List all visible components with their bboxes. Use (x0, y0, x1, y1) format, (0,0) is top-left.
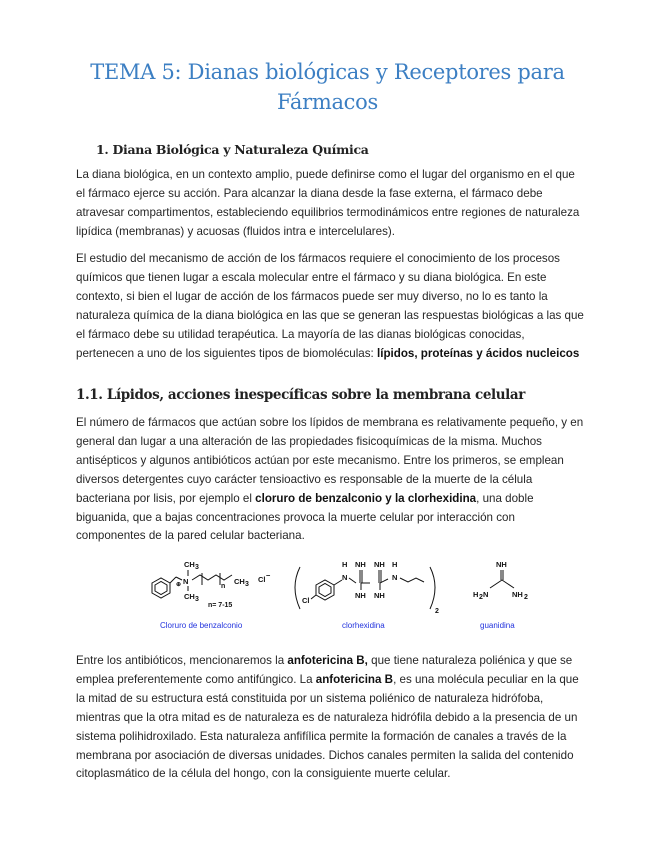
caption-chlorhexidine: clorhexidina (342, 621, 385, 630)
bond (502, 580, 514, 588)
paragraph-text: que tiene naturaleza poliénica y que se emplea preferentemente como antifúngico. La (76, 654, 573, 686)
methyl-top: CH (184, 560, 195, 569)
methyl-bottom: CH (184, 592, 195, 601)
guanidine-nh2-subscript: 2 (524, 594, 528, 601)
page-title: TEMA 5: Dianas biológicas y Receptores para Fármacos (90, 60, 565, 114)
benzene-inner-ring (155, 582, 167, 595)
paragraph-text: Entre los antibióticos, mencionaremos la (76, 654, 288, 667)
methyl-bottom-subscript: 3 (195, 596, 199, 603)
bond (349, 578, 356, 583)
paragraph-text-tail: , una doble biguanida, que a bajas concentraciones provoca la muerte celular por interacción con componentes de la pared celular bacteriana. (76, 491, 534, 543)
nitrogen: N (342, 573, 348, 582)
guanidine-nh2: NH (512, 590, 523, 599)
methyl-end-subscript: 3 (245, 581, 249, 588)
hexyl-linker (400, 578, 424, 582)
chlorine-atom: Cl (302, 596, 310, 605)
chlorophenyl-inner-ring (319, 584, 331, 597)
amphotericin-bold-1: anfotericina B, (287, 654, 368, 667)
close-parenthesis (430, 567, 435, 609)
section-1-1-heading: 1.1. Lípidos, acciones inespecíficas sobre la membrana celular (76, 387, 525, 403)
guanidine-imine: NH (496, 560, 507, 569)
chlorhexidine-structure (295, 560, 439, 630)
paragraph-text: El estudio del mecanismo de acción de los fármacos requiere el conocimiento de los procesos químicos que tienen lugar a escala molecular entre el fármaco y su diana biológica. En este contexto, si bien el lugar de acción de los fármacos puede ser muy diverso, no lo es tanto la naturaleza química de la diana biológica en las que se generan las respuestas biológicas a las que el fármaco debe su utilidad terapéutica. La mayoría de las dianas biológicas conocidas, pertenecen a uno de los siguientes tipos de biomoléculas: (76, 252, 584, 360)
alkyl-chain (192, 575, 232, 580)
chain-length-range: n= 7-15 (208, 602, 233, 609)
chemical-structures-svg (130, 553, 540, 635)
bond (490, 580, 502, 588)
caption-guanidine: guanidina (480, 621, 515, 630)
open-parenthesis (295, 567, 300, 609)
bond (176, 577, 182, 580)
amine-nh-2: NH (374, 591, 385, 600)
chemical-structures-figure (130, 553, 540, 635)
guanidine-h2n-n: N (483, 590, 489, 599)
paragraph-text: , es una molécula peculiar en la que la mitad de su estructura está constituida por un sistema poliénico de naturaleza hidrófoba, mientras que la otra mitad es de naturaleza es de naturaleza hidrófila debido a la presencia de un sistema polihidroxilado. Esta naturaleza anfifílica permite la formación de canales a través de la membrana por asociación de diversas unidades. Dichos canales permiten la salida del contenido citoplasmático de la célula del hongo, con la consiguiente muerte celular. (76, 672, 579, 781)
guanidine-h2n-subscript: 2 (479, 594, 483, 601)
bond (311, 595, 316, 599)
paragraph-text: El número de fármacos que actúan sobre los lípidos de membrana es relativamente pequeño, y en general dan lugar a una alteración de las propiedades fisicoquímicas de la misma. Muchos antisépticos y algunos antibióticos actúan por este mecanismo. Entre los primeros, se emplean diversos detergentes cuyo carácter tensioactivo es responsable de la muerte de la célula bacteriana por lisis, por ejemplo el (76, 416, 584, 505)
methyl-end: CH (234, 577, 245, 586)
amine-nh-1: NH (355, 591, 366, 600)
methyl-top-subscript: 3 (195, 564, 199, 571)
hydrogen: H (342, 560, 348, 569)
caption-benzalkonium: Cloruro de benzalconio (160, 621, 243, 630)
repeat-index: n (221, 583, 226, 590)
dimer-subscript: 2 (435, 608, 439, 615)
section-1-1-paragraph-1 (76, 414, 584, 546)
nitrogen-2: N (392, 573, 398, 582)
amphotericin-bold-2: anfotericina B (315, 672, 394, 686)
imine-nh-1: NH (355, 560, 366, 569)
guanidine-structure (473, 560, 528, 630)
section-1-paragraph-2 (76, 250, 584, 363)
n-plus-atom: N (183, 577, 189, 586)
charge-symbol: ⊕ (176, 582, 182, 588)
drug-names-bold: cloruro de benzalconio y la clorhexidina (255, 491, 477, 505)
chloride-charge: − (266, 571, 271, 580)
benzalkonium-structure (152, 560, 271, 630)
guanidine-h2n: H (473, 590, 479, 599)
imine-nh-2: NH (374, 560, 385, 569)
section-1-paragraph-1: La diana biológica, en un contexto amplio, puede definirse como el lugar del organismo en el que el fármaco ejerce su acción. Para alcanzar la diana desde la fase externa, el fármaco debe atravesar compartimentos, estableciendo equilibrios termodinámicos entre regiones de naturaleza lipídica (membranas) y acuosas (fluidos intra e intercelulares). (76, 168, 580, 238)
biomolecule-types: lípidos, proteínas y ácidos nucleicos (377, 346, 580, 360)
section-1-heading: 1. Diana Biológica y Naturaleza Química (96, 142, 369, 157)
amphotericin-paragraph (76, 652, 584, 784)
bond (334, 580, 342, 585)
chloride-ion: Cl (258, 575, 266, 584)
hydrogen-2: H (392, 560, 398, 569)
